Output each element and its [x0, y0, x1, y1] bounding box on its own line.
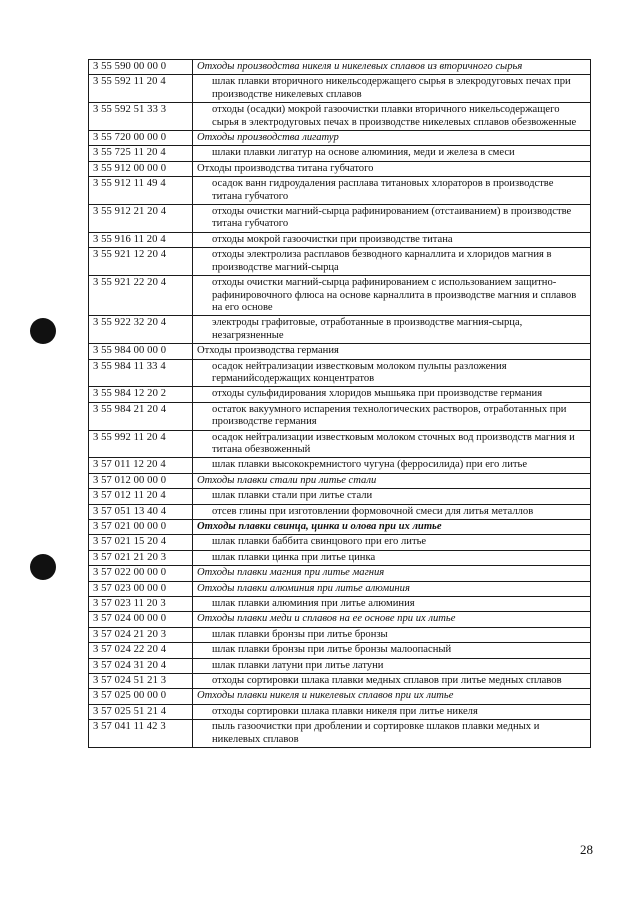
table-row [89, 248, 591, 276]
table-row [89, 316, 591, 344]
table-row [89, 566, 591, 581]
table-row [89, 103, 591, 131]
waste-code-cell: 3 55 592 51 33 3 [89, 103, 193, 131]
punch-hole-mark [30, 318, 56, 344]
waste-description-cell: отсев глины при изготовлении формовочной смеси для литья металлов [193, 504, 591, 519]
waste-description-cell: осадок нейтрализации известковым молоком сточных вод производств магния и титана обезвоженный [193, 430, 591, 458]
table-row [89, 689, 591, 704]
table-row [89, 581, 591, 596]
waste-group-heading-cell: Отходы производства никеля и никелевых сплавов из вторичного сырья [193, 60, 591, 75]
waste-group-heading-cell: Отходы плавки никеля и никелевых сплавов при их литье [193, 689, 591, 704]
table-row [89, 60, 591, 75]
table-row [89, 489, 591, 504]
waste-code-cell: 3 57 024 21 20 3 [89, 627, 193, 642]
table-row [89, 177, 591, 205]
waste-group-heading-cell: Отходы производства германия [193, 344, 591, 359]
waste-description-cell: отходы очистки магний-сырца рафинированием с использованием защитно-рафинировочного флюса на основе карналлита в производстве магния и сплавов на его основе [193, 276, 591, 316]
table-body [89, 60, 591, 748]
waste-code-cell: 3 57 041 11 42 3 [89, 720, 193, 748]
waste-code-cell: 3 55 590 00 00 0 [89, 60, 193, 75]
waste-code-cell: 3 55 992 11 20 4 [89, 430, 193, 458]
table-row [89, 430, 591, 458]
table-row [89, 504, 591, 519]
waste-code-cell: 3 57 024 00 00 0 [89, 612, 193, 627]
table-row [89, 276, 591, 316]
waste-code-cell: 3 55 912 00 00 0 [89, 161, 193, 176]
waste-description-cell: осадок нейтрализации известковым молоком пульпы разложения германийсодержащих концентратов [193, 359, 591, 387]
table-row [89, 344, 591, 359]
table-row [89, 131, 591, 146]
waste-code-cell: 3 55 984 11 33 4 [89, 359, 193, 387]
waste-code-cell: 3 57 025 51 21 4 [89, 704, 193, 719]
waste-description-cell: остаток вакуумного испарения технологических растворов, отработанных при производстве германия [193, 402, 591, 430]
waste-description-cell: шлак плавки стали при литье стали [193, 489, 591, 504]
waste-description-cell: отходы сортировки шлака плавки медных сплавов при литье медных сплавов [193, 674, 591, 689]
waste-code-cell: 3 55 720 00 00 0 [89, 131, 193, 146]
waste-group-heading-cell: Отходы плавки магния при литье магния [193, 566, 591, 581]
table-row [89, 643, 591, 658]
table-row [89, 359, 591, 387]
waste-code-cell: 3 57 022 00 00 0 [89, 566, 193, 581]
waste-classification-table [88, 59, 591, 748]
waste-code-cell: 3 55 921 12 20 4 [89, 248, 193, 276]
waste-description-cell: отходы очистки магний-сырца рафинированием (отстаиванием) в производстве титана губчатого [193, 205, 591, 233]
waste-description-cell: шлак плавки бронзы при литье бронзы [193, 627, 591, 642]
waste-code-cell: 3 55 984 21 20 4 [89, 402, 193, 430]
waste-group-heading-cell: Отходы производства лигатур [193, 131, 591, 146]
waste-code-cell: 3 57 051 13 40 4 [89, 504, 193, 519]
waste-description-cell: отходы сортировки шлака плавки никеля при литье никеля [193, 704, 591, 719]
waste-code-cell: 3 57 023 00 00 0 [89, 581, 193, 596]
table-row [89, 658, 591, 673]
waste-description-cell: осадок ванн гидроудаления расплава титановых хлораторов в производстве титана губчатого [193, 177, 591, 205]
waste-code-cell: 3 57 011 12 20 4 [89, 458, 193, 473]
waste-code-cell: 3 57 012 00 00 0 [89, 473, 193, 488]
waste-description-cell: шлак плавки высококремнистого чугуна (ферросилида) при его литье [193, 458, 591, 473]
waste-code-cell: 3 57 012 11 20 4 [89, 489, 193, 504]
waste-code-cell: 3 55 592 11 20 4 [89, 75, 193, 103]
table-row [89, 146, 591, 161]
waste-description-cell: отходы сульфидирования хлоридов мышьяка при производстве германия [193, 387, 591, 402]
waste-code-cell: 3 55 725 11 20 4 [89, 146, 193, 161]
table-row [89, 674, 591, 689]
waste-code-cell: 3 57 023 11 20 3 [89, 597, 193, 612]
waste-code-cell: 3 55 984 00 00 0 [89, 344, 193, 359]
table-row [89, 402, 591, 430]
waste-code-cell: 3 57 024 51 21 3 [89, 674, 193, 689]
table-row [89, 387, 591, 402]
waste-description-cell: отходы (осадки) мокрой газоочистки плавки вторичного никельсодержащего сырья в электродуговых печах в производстве никелевых сплавов обезвоженные [193, 103, 591, 131]
waste-code-cell: 3 55 922 32 20 4 [89, 316, 193, 344]
table-row [89, 550, 591, 565]
table-row [89, 520, 591, 535]
page-number: 28 [580, 842, 593, 857]
waste-code-cell: 3 57 021 21 20 3 [89, 550, 193, 565]
waste-description-cell: шлак плавки баббита свинцового при его литье [193, 535, 591, 550]
waste-description-cell: отходы электролиза расплавов безводного карналлита и хлоридов магния в производстве магний-сырца [193, 248, 591, 276]
table-row [89, 720, 591, 748]
waste-code-cell: 3 57 024 31 20 4 [89, 658, 193, 673]
waste-code-cell: 3 55 916 11 20 4 [89, 232, 193, 247]
table-row [89, 161, 591, 176]
waste-code-cell: 3 57 025 00 00 0 [89, 689, 193, 704]
waste-description-cell: шлак плавки цинка при литье цинка [193, 550, 591, 565]
waste-group-heading-cell: Отходы плавки меди и сплавов на ее основе при их литье [193, 612, 591, 627]
waste-description-cell: шлак плавки латуни при литье латуни [193, 658, 591, 673]
waste-code-cell: 3 57 021 15 20 4 [89, 535, 193, 550]
table-row [89, 597, 591, 612]
waste-group-heading-cell: Отходы производства титана губчатого [193, 161, 591, 176]
waste-code-cell: 3 57 024 22 20 4 [89, 643, 193, 658]
waste-code-cell: 3 55 912 21 20 4 [89, 205, 193, 233]
waste-group-heading-cell: Отходы плавки стали при литье стали [193, 473, 591, 488]
table-row [89, 473, 591, 488]
waste-code-cell: 3 55 921 22 20 4 [89, 276, 193, 316]
table-row [89, 627, 591, 642]
waste-group-heading-cell: Отходы плавки алюминия при литье алюминия [193, 581, 591, 596]
table-row [89, 75, 591, 103]
waste-group-heading-cell: Отходы плавки свинца, цинка и олова при их литье [193, 520, 591, 535]
table-row [89, 232, 591, 247]
waste-code-cell: 3 55 984 12 20 2 [89, 387, 193, 402]
waste-description-cell: шлак плавки вторичного никельсодержащего сырья в элекродуговых печах при производстве никелевых сплавов [193, 75, 591, 103]
waste-description-cell: шлак плавки бронзы при литье бронзы малоопасный [193, 643, 591, 658]
waste-description-cell: электроды графитовые, отработанные в производстве магния-сырца, незагрязненные [193, 316, 591, 344]
waste-code-cell: 3 57 021 00 00 0 [89, 520, 193, 535]
table-row [89, 205, 591, 233]
waste-description-cell: шлаки плавки лигатур на основе алюминия, меди и железа в смеси [193, 146, 591, 161]
punch-hole-mark [30, 554, 56, 580]
table-row [89, 612, 591, 627]
waste-description-cell: пыль газоочистки при дроблении и сортировке шлаков плавки медных и никелевых сплавов [193, 720, 591, 748]
waste-description-cell: отходы мокрой газоочистки при производстве титана [193, 232, 591, 247]
table-row [89, 704, 591, 719]
table-row [89, 535, 591, 550]
waste-code-cell: 3 55 912 11 49 4 [89, 177, 193, 205]
table-row [89, 458, 591, 473]
waste-description-cell: шлак плавки алюминия при литье алюминия [193, 597, 591, 612]
